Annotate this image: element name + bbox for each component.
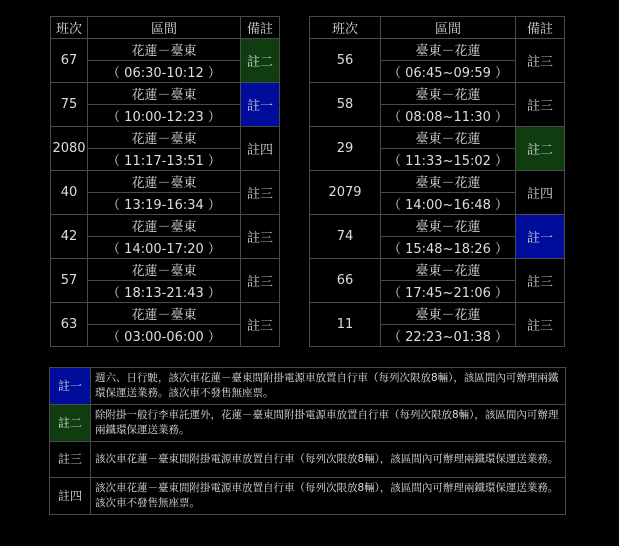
note-row [50,368,566,405]
note-text: 除附掛一般行李車託運外，花蓮－臺東間附掛電源車放置自行車（每列次限放8輛），該區間內可辦理兩鐵環保運送業務。 [91,405,566,442]
table-row [51,171,280,193]
route-label: 花蓮－臺東 [88,215,241,237]
route-label: 臺東－花蓮 [381,303,516,325]
header-train: 班次 [51,17,88,39]
time-range: （ 06:30-10:12 ） [88,61,241,83]
header-remark: 備註 [516,17,565,39]
table-row [310,39,565,61]
header-remark: 備註 [241,17,280,39]
remark-badge: 註三 [516,259,565,303]
header-train: 班次 [310,17,381,39]
train-number: 42 [51,215,88,259]
time-range: （ 06:45~09:59 ） [381,61,516,83]
train-number: 11 [310,303,381,347]
header-segment: 區間 [88,17,241,39]
note-row [50,405,566,442]
train-number: 29 [310,127,381,171]
train-number: 57 [51,259,88,303]
time-range: （ 13:19-16:34 ） [88,193,241,215]
note-label: 註二 [50,405,91,442]
route-label: 臺東－花蓮 [381,39,516,61]
note-text: 該次車花蓮－臺東間附掛電源車放置自行車（每列次限放8輛），該區間內可辦理兩鐵環保運送業務。該次車不發售無座票。 [91,478,566,515]
route-label: 臺東－花蓮 [381,83,516,105]
time-range: （ 22:23~01:38 ） [381,325,516,347]
remark-badge: 註三 [241,171,280,215]
train-number: 2080 [51,127,88,171]
route-label: 花蓮－臺東 [88,127,241,149]
time-range: （ 03:00-06:00 ） [88,325,241,347]
note-label: 註一 [50,368,91,405]
table-header-row [310,17,565,39]
remark-badge: 註三 [516,303,565,347]
remark-badge: 註二 [516,127,565,171]
note-row [50,478,566,515]
train-number: 2079 [310,171,381,215]
route-label: 花蓮－臺東 [88,303,241,325]
table-row [51,39,280,61]
note-text: 該次車花蓮－臺東間附掛電源車放置自行車（每列次限放8輛），該區間內可辦理兩鐵環保運送業務。 [91,442,566,478]
remark-badge: 註三 [241,259,280,303]
remark-badge: 註四 [241,127,280,171]
train-number: 40 [51,171,88,215]
train-number: 56 [310,39,381,83]
time-range: （ 14:00-17:20 ） [88,237,241,259]
table-row [310,171,565,193]
remark-badge: 註四 [516,171,565,215]
route-label: 花蓮－臺東 [88,171,241,193]
table-row [51,215,280,237]
remark-badge: 註三 [241,215,280,259]
table-header-row [51,17,280,39]
time-range: （ 11:17-13:51 ） [88,149,241,171]
time-range: （ 18:13-21:43 ） [88,281,241,303]
time-range: （ 15:48~18:26 ） [381,237,516,259]
remark-badge: 註一 [516,215,565,259]
table-row [310,303,565,325]
train-number: 75 [51,83,88,127]
header-segment: 區間 [381,17,516,39]
route-label: 臺東－花蓮 [381,259,516,281]
note-label: 註四 [50,478,91,515]
train-number: 66 [310,259,381,303]
route-label: 花蓮－臺東 [88,39,241,61]
time-range: （ 14:00~16:48 ） [381,193,516,215]
route-label: 臺東－花蓮 [381,215,516,237]
remark-badge: 註三 [241,303,280,347]
time-range: （ 11:33~15:02 ） [381,149,516,171]
route-label: 花蓮－臺東 [88,259,241,281]
remark-badge: 註三 [516,83,565,127]
schedule-table-hualien-taitung [50,16,280,347]
route-label: 臺東－花蓮 [381,171,516,193]
table-row [51,303,280,325]
table-row [51,127,280,149]
remark-badge: 註二 [241,39,280,83]
table-row [51,83,280,105]
train-number: 67 [51,39,88,83]
remark-badge: 註三 [516,39,565,83]
train-number: 63 [51,303,88,347]
table-row [310,127,565,149]
table-row [310,259,565,281]
time-range: （ 17:45~21:06 ） [381,281,516,303]
note-text: 週六、日行駛，該次車花蓮－臺東間附掛電源車放置自行車（每列次限放8輛），該區間內可辦理兩鐵環保運送業務。該次車不發售無座票。 [91,368,566,405]
table-row [310,215,565,237]
note-row [50,442,566,478]
time-range: （ 08:08~11:30 ） [381,105,516,127]
route-label: 臺東－花蓮 [381,127,516,149]
table-row [51,259,280,281]
train-number: 74 [310,215,381,259]
route-label: 花蓮－臺東 [88,83,241,105]
time-range: （ 10:00-12:23 ） [88,105,241,127]
train-number: 58 [310,83,381,127]
remark-badge: 註一 [241,83,280,127]
note-label: 註三 [50,442,91,478]
notes-table [49,367,566,515]
schedule-table-taitung-hualien [309,16,565,347]
table-row [310,83,565,105]
